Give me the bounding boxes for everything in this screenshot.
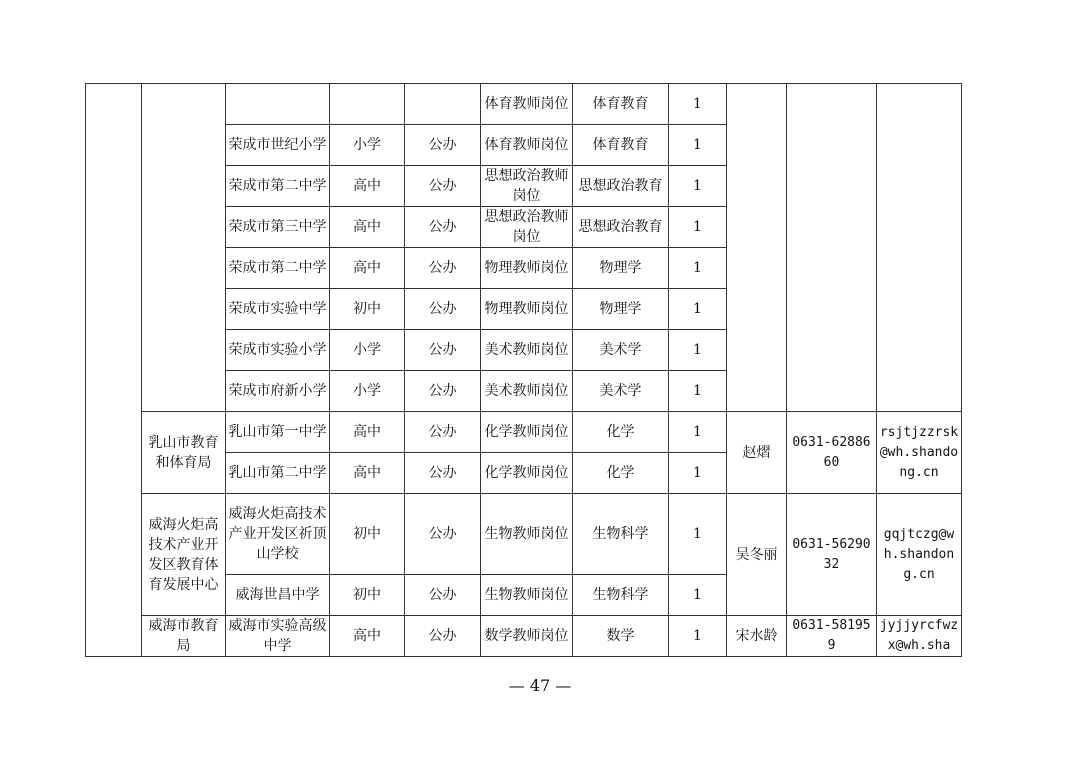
- type-cell: [405, 84, 481, 125]
- level-cell: 高中: [330, 207, 405, 248]
- major-cell: 物理学: [573, 289, 669, 330]
- email-cell: gqjtczg@wh.shandong.cn: [877, 494, 962, 616]
- post-cell: 物理教师岗位: [481, 289, 573, 330]
- major-cell: 体育教育: [573, 125, 669, 166]
- post-cell: 美术教师岗位: [481, 371, 573, 412]
- major-cell: 思想政治教育: [573, 166, 669, 207]
- dept-cell: 威海市教育局: [142, 616, 226, 657]
- type-cell: 公办: [405, 412, 481, 453]
- count-cell: 1: [669, 166, 727, 207]
- count-cell: 1: [669, 289, 727, 330]
- major-cell: 化学: [573, 412, 669, 453]
- post-cell: 思想政治教师岗位: [481, 166, 573, 207]
- post-cell: 化学教师岗位: [481, 453, 573, 494]
- recruitment-table: [85, 83, 962, 657]
- contact-cell: [727, 84, 787, 412]
- level-cell: [330, 84, 405, 125]
- type-cell: 公办: [405, 494, 481, 575]
- level-cell: 小学: [330, 330, 405, 371]
- phone-cell: 0631-6288660: [787, 412, 877, 494]
- post-cell: 体育教师岗位: [481, 84, 573, 125]
- type-cell: 公办: [405, 207, 481, 248]
- major-cell: 数学: [573, 616, 669, 657]
- type-cell: 公办: [405, 248, 481, 289]
- table-row: [86, 494, 962, 575]
- count-cell: 1: [669, 330, 727, 371]
- post-cell: 生物教师岗位: [481, 575, 573, 616]
- level-cell: 高中: [330, 616, 405, 657]
- type-cell: 公办: [405, 125, 481, 166]
- type-cell: 公办: [405, 371, 481, 412]
- school-cell: 乳山市第一中学: [226, 412, 330, 453]
- post-cell: 体育教师岗位: [481, 125, 573, 166]
- table-row: [86, 84, 962, 125]
- school-cell: 威海火炬高技术产业开发区祈顶山学校: [226, 494, 330, 575]
- dept-cell: 威海火炬高技术产业开发区教育体育发展中心: [142, 494, 226, 616]
- count-cell: 1: [669, 575, 727, 616]
- type-cell: 公办: [405, 575, 481, 616]
- post-cell: 思想政治教师岗位: [481, 207, 573, 248]
- email-cell: [877, 84, 962, 412]
- major-cell: 美术学: [573, 330, 669, 371]
- count-cell: 1: [669, 616, 727, 657]
- count-cell: 1: [669, 453, 727, 494]
- type-cell: 公办: [405, 289, 481, 330]
- school-cell: [226, 84, 330, 125]
- count-cell: 1: [669, 84, 727, 125]
- major-cell: 生物科学: [573, 494, 669, 575]
- count-cell: 1: [669, 207, 727, 248]
- level-cell: 初中: [330, 575, 405, 616]
- post-cell: 生物教师岗位: [481, 494, 573, 575]
- phone-cell: 0631-581959: [787, 616, 877, 657]
- phone-cell: 0631-5629032: [787, 494, 877, 616]
- level-cell: 初中: [330, 289, 405, 330]
- dept-cell: 乳山市教育和体育局: [142, 412, 226, 494]
- school-cell: 荣成市实验中学: [226, 289, 330, 330]
- table-row: [86, 616, 962, 657]
- school-cell: 荣成市第二中学: [226, 248, 330, 289]
- count-cell: 1: [669, 494, 727, 575]
- level-cell: 小学: [330, 125, 405, 166]
- type-cell: 公办: [405, 330, 481, 371]
- type-cell: 公办: [405, 616, 481, 657]
- contact-cell: 赵熠: [727, 412, 787, 494]
- level-cell: 小学: [330, 371, 405, 412]
- school-cell: 乳山市第二中学: [226, 453, 330, 494]
- blank-left-column: [86, 84, 142, 657]
- type-cell: 公办: [405, 453, 481, 494]
- level-cell: 高中: [330, 248, 405, 289]
- email-cell: rsjtjzzrsk@wh.shandong.cn: [877, 412, 962, 494]
- school-cell: 荣成市实验小学: [226, 330, 330, 371]
- level-cell: 高中: [330, 453, 405, 494]
- contact-cell: 吴冬丽: [727, 494, 787, 616]
- major-cell: 物理学: [573, 248, 669, 289]
- school-cell: 威海世昌中学: [226, 575, 330, 616]
- level-cell: 高中: [330, 166, 405, 207]
- major-cell: 化学: [573, 453, 669, 494]
- major-cell: 生物科学: [573, 575, 669, 616]
- count-cell: 1: [669, 412, 727, 453]
- school-cell: 荣成市第二中学: [226, 166, 330, 207]
- email-cell: jyjjyrcfwzx@wh.sha: [877, 616, 962, 657]
- major-cell: 体育教育: [573, 84, 669, 125]
- school-cell: 荣成市世纪小学: [226, 125, 330, 166]
- count-cell: 1: [669, 248, 727, 289]
- dept-cell: [142, 84, 226, 412]
- table-row: [86, 412, 962, 453]
- post-cell: 化学教师岗位: [481, 412, 573, 453]
- phone-cell: [787, 84, 877, 412]
- school-cell: 威海市实验高级中学: [226, 616, 330, 657]
- level-cell: 初中: [330, 494, 405, 575]
- type-cell: 公办: [405, 166, 481, 207]
- count-cell: 1: [669, 371, 727, 412]
- post-cell: 美术教师岗位: [481, 330, 573, 371]
- school-cell: 荣成市第三中学: [226, 207, 330, 248]
- count-cell: 1: [669, 125, 727, 166]
- post-cell: 物理教师岗位: [481, 248, 573, 289]
- post-cell: 数学教师岗位: [481, 616, 573, 657]
- level-cell: 高中: [330, 412, 405, 453]
- major-cell: 美术学: [573, 371, 669, 412]
- page-number: — 47 —: [508, 676, 572, 695]
- contact-cell: 宋水龄: [727, 616, 787, 657]
- school-cell: 荣成市府新小学: [226, 371, 330, 412]
- major-cell: 思想政治教育: [573, 207, 669, 248]
